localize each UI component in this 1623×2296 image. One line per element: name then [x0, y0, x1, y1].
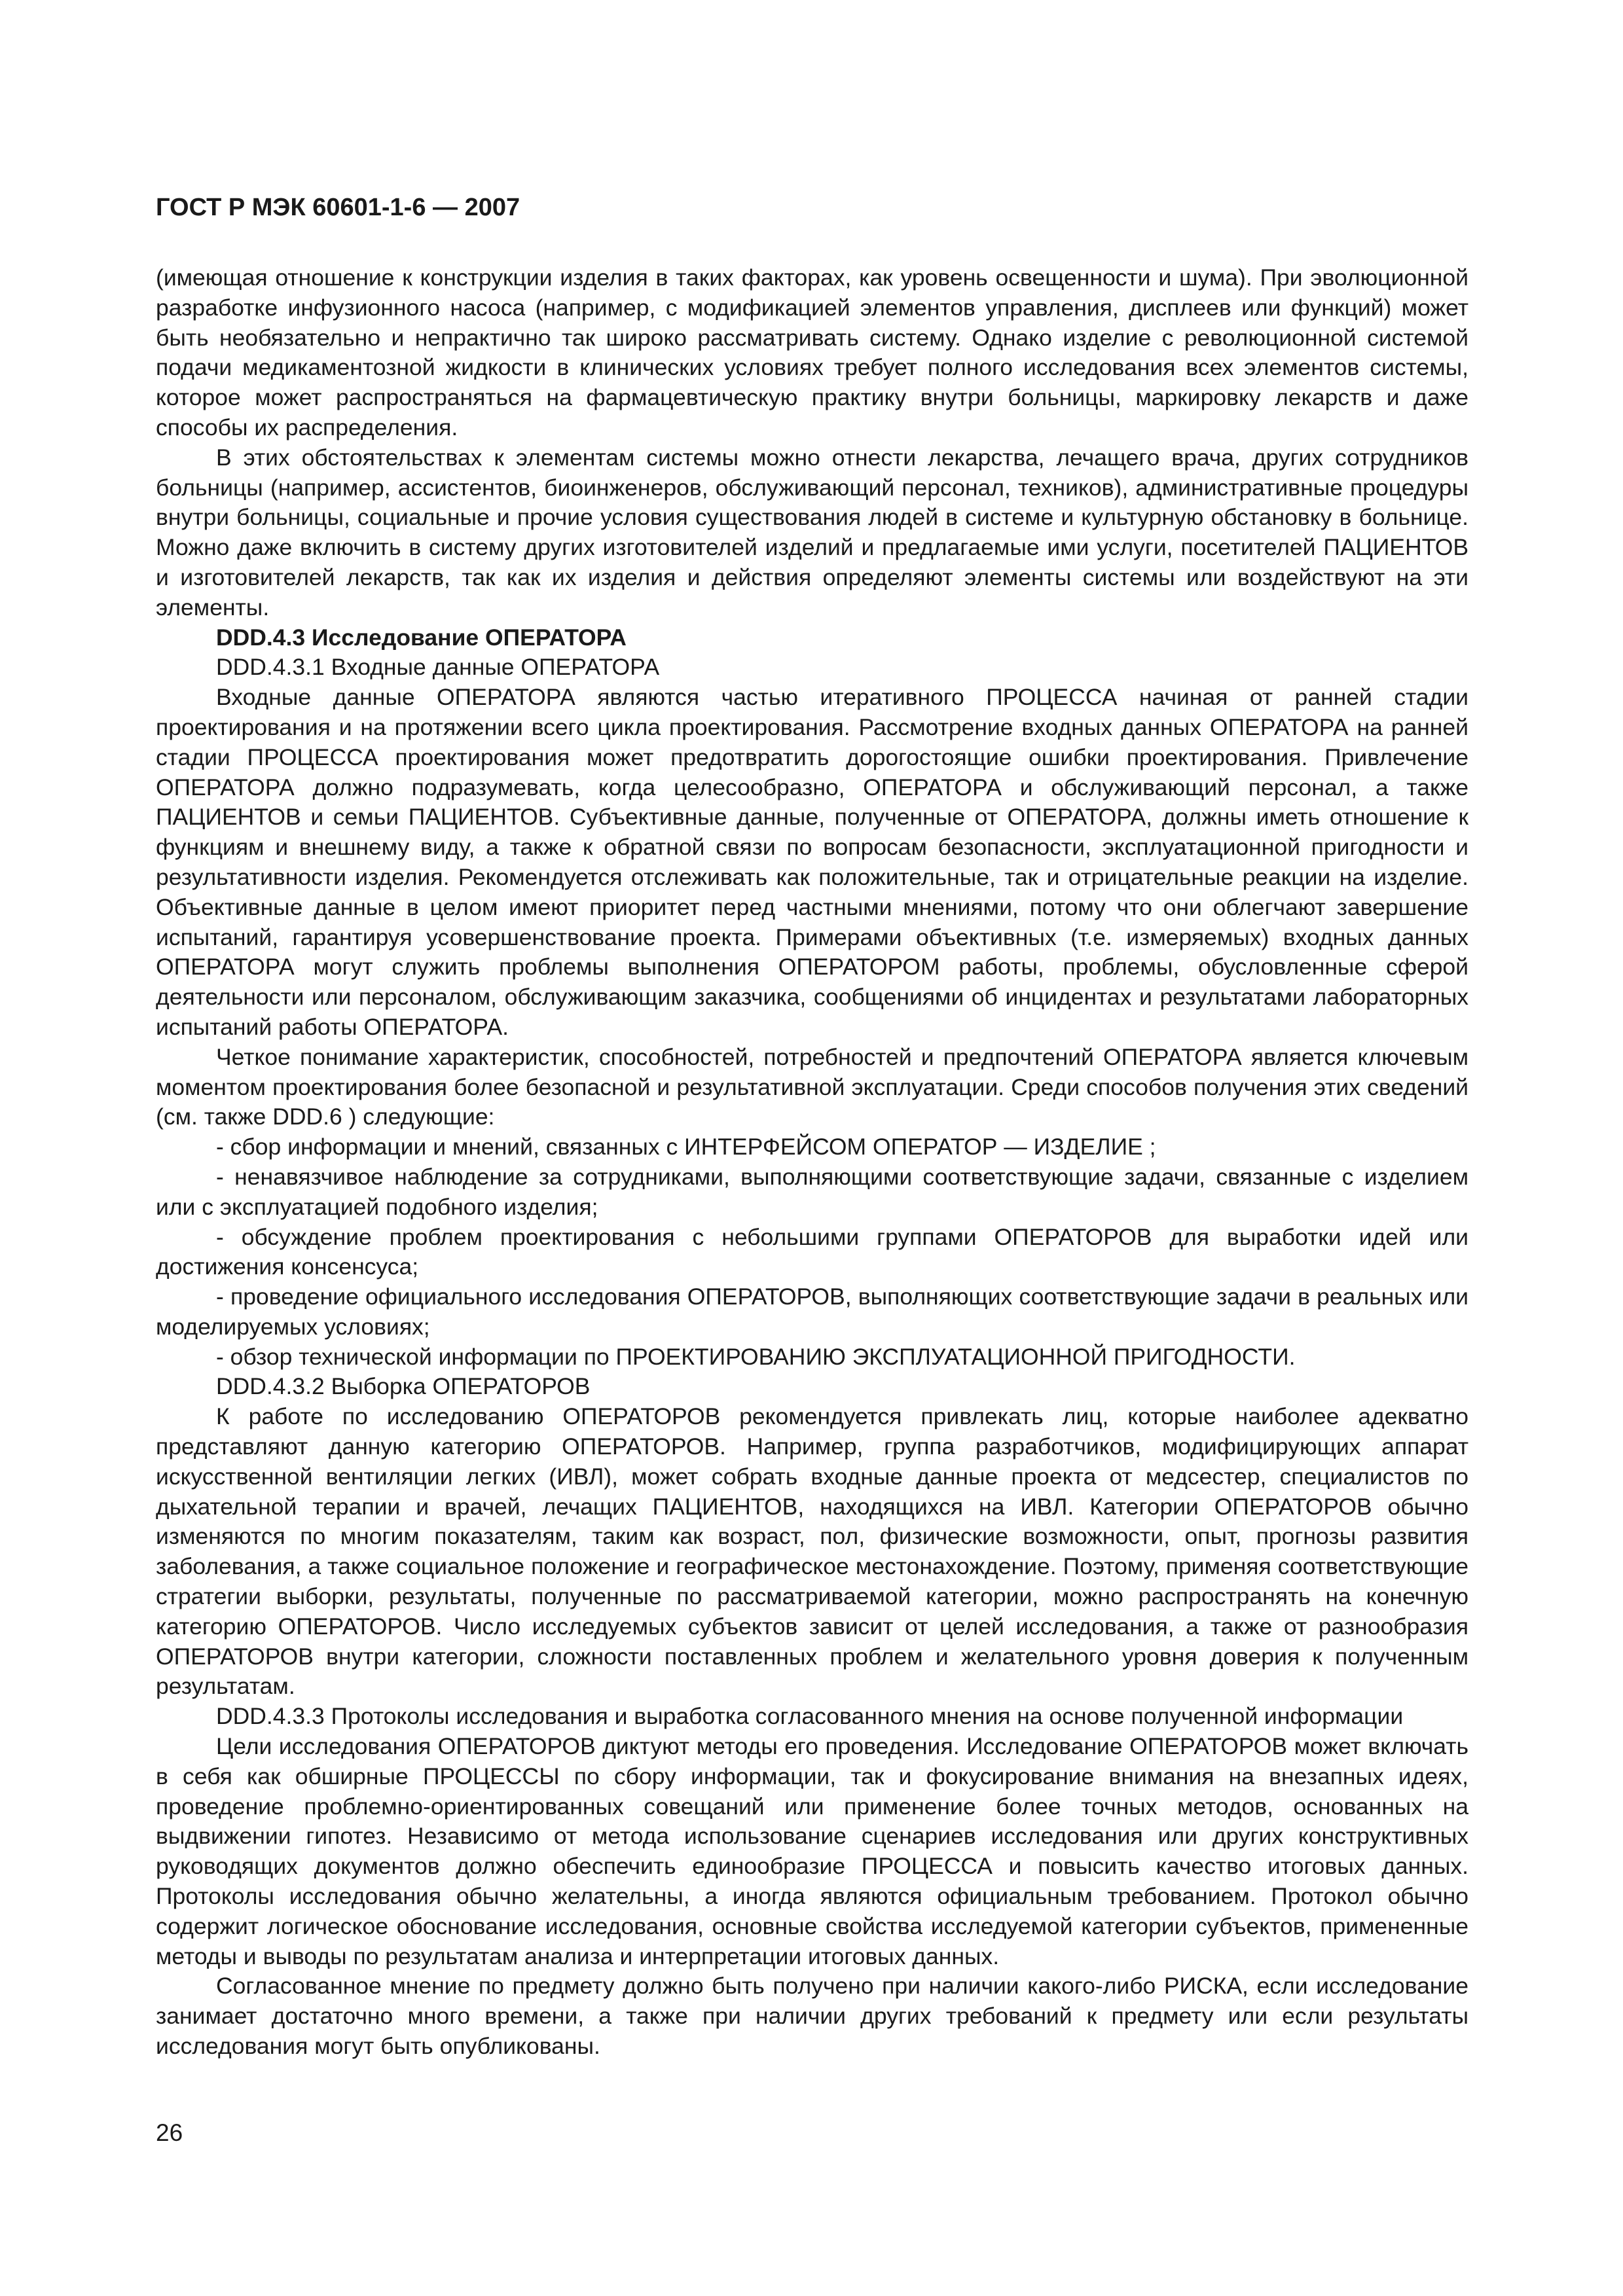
section-heading: DDD.4.3 Исследование ОПЕРАТОРА [216, 624, 627, 651]
document-header: ГОСТ Р МЭК 60601-1-6 — 2007 [156, 194, 520, 221]
subsection-heading: DDD.4.3.2 Выборка ОПЕРАТОРОВ [216, 1373, 591, 1400]
paragraph: Цели исследования ОПЕРАТОРОВ диктуют методы его проведения. Исследование ОПЕРАТОРОВ может включать в себя как обширные ПРОЦЕССЫ по сбору информации, так и фокусирование внимания на внезапных идеях, проведение проблемно-ориентированных совещаний или применение более точных методов, основанных на выдвижении гипотез. Независимо от метода использование сценариев исследования или других конструктивных руководящих документов должно обеспечить единообразие ПРОЦЕССА и повысить качество итоговых данных. Протоколы исследования обычно желательны, а иногда являются официальным требованием. Протокол обычно содержит логическое обоснование исследования, основные свойства исследуемой категории субъектов, примененные методы и выводы по результатам анализа и интерпретации итоговых данных. [156, 1733, 1468, 1969]
subsection-heading: DDD.4.3.1 Входные данные ОПЕРАТОРА [216, 654, 660, 681]
page-number: 26 [156, 2119, 183, 2146]
paragraph: Входные данные ОПЕРАТОРА являются частью итеративного ПРОЦЕССА начиная от ранней стадии проектирования и на протяжении всего цикла проектирования. Рассмотрение входных данных ОПЕРАТОРА на ранней стадии ПРОЦЕССА проектирования может предотвратить дорогостоящие ошибки проектирования. Привлечение ОПЕРАТОРА должно подразумевать, когда целесообразно, ОПЕРАТОРА и обслуживающий персонал, а также ПАЦИЕНТОВ и семьи ПАЦИЕНТОВ. Субъективные данные, полученные от ОПЕРАТОРА, должны иметь отношение к функциям и внешнему виду, а также к обратной связи по вопросам безопасности, эксплуатационной пригодности и результативности изделия. Рекомендуется отслеживать как положительные, так и отрицательные реакции на изделие. Объективные данные в целом имеют приоритет перед частными мнениями, потому что они облегчают завершение испытаний, гарантируя усовершенствование проекта. Примерами объективных (т.е. измеряемых) входных данных ОПЕРАТОРА могут служить проблемы выполнения ОПЕРАТОРОМ работы, проблемы, обусловленные сферой деятельности или персоналом, обслуживающим заказчика, сообщениями об инцидентах и результатами лабораторных испытаний работы ОПЕРАТОРА. [156, 684, 1468, 1040]
paragraph: Согласованное мнение по предмету должно быть получено при наличии какого-либо РИСКА, если исследование занимает достаточно много времени, а также при наличии других требований к предмету или если результаты исследования могут быть опубликованы. [156, 1973, 1468, 2060]
paragraph: Четкое понимание характеристик, способностей, потребностей и предпочтений ОПЕРАТОРА является ключевым моментом проектирования более безопасной и результативной эксплуатации. Среди способов получения этих сведений (см. также DDD.6 ) следующие: [156, 1043, 1468, 1130]
paragraph: К работе по исследованию ОПЕРАТОРОВ рекомендуется привлекать лиц, которые наиболее адекватно представляют данную категорию ОПЕРАТОРОВ. Например, группа разработчиков, модифицирующих аппарат искусственной вентиляции легких (ИВЛ), может собрать входные данные проекта от медсестер, специалистов по дыхательной терапии и врачей, лечащих ПАЦИЕНТОВ, находящихся на ИВЛ. Категории ОПЕРАТОРОВ обычно изменяются по многим показателям, таким как возраст, пол, физические возможности, опыт, прогнозы развития заболевания, а также социальное положение и географическое местонахождение. Поэтому, применяя соответствующие стратегии выборки, результаты, полученные по рассматриваемой категории, можно распространять на конечную категорию ОПЕРАТОРОВ. Число исследуемых субъектов зависит от целей исследования, а также от разнообразия ОПЕРАТОРОВ внутри категории, сложности поставленных проблем и желательного уровня доверия к полученным результатам. [156, 1403, 1468, 1700]
document-body [156, 263, 1468, 2062]
paragraph: (имеющая отношение к конструкции изделия в таких факторах, как уровень освещенности и шума). При эволюционной разработке инфузионного насоса (например, с модификацией элементов управления, дисплеев или функций) может быть необязательно и непрактично так широко рассматривать систему. Однако изделие с революционной системой подачи медикаментозной жидкости в клинических условиях требует полного исследования всех элементов системы, которое может распространяться на фармацевтическую практику внутри больницы, маркировку лекарств и даже способы их распределения. [156, 264, 1468, 440]
list-item: - проведение официального исследования ОПЕРАТОРОВ, выполняющих соответствующие задачи в реальных или моделируемых условиях; [156, 1283, 1468, 1340]
list-item: - обзор технической информации по ПРОЕКТИРОВАНИЮ ЭКСПЛУАТАЦИОННОЙ ПРИГОДНОСТИ. [216, 1343, 1296, 1370]
paragraph: В этих обстоятельствах к элементам системы можно отнести лекарства, лечащего врача, других сотрудников больницы (например, ассистентов, биоинженеров, обслуживающий персонал, техников), административные процедуры внутри больницы, социальные и прочие условия существования людей в системе и культурную обстановку в больнице. Можно даже включить в систему других изготовителей изделий и предлагаемые ими услуги, посетителей ПАЦИЕНТОВ и изготовителей лекарств, так как их изделия и действия определяют элементы системы или воздействуют на эти элементы. [156, 444, 1468, 620]
list-item: - обсуждение проблем проектирования с небольшими группами ОПЕРАТОРОВ для выработки идей или достижения консенсуса; [156, 1223, 1468, 1280]
list-item: - ненавязчивое наблюдение за сотрудниками, выполняющими соответствующие задачи, связанные с изделием или с эксплуатацией подобного изделия; [156, 1163, 1468, 1220]
list-item: - сбор информации и мнений, связанных с ИНТЕРФЕЙСОМ ОПЕРАТОР — ИЗДЕЛИЕ ; [216, 1134, 1156, 1160]
subsection-heading: DDD.4.3.3 Протоколы исследования и выработка согласованного мнения на основе полученной информации [216, 1703, 1404, 1730]
